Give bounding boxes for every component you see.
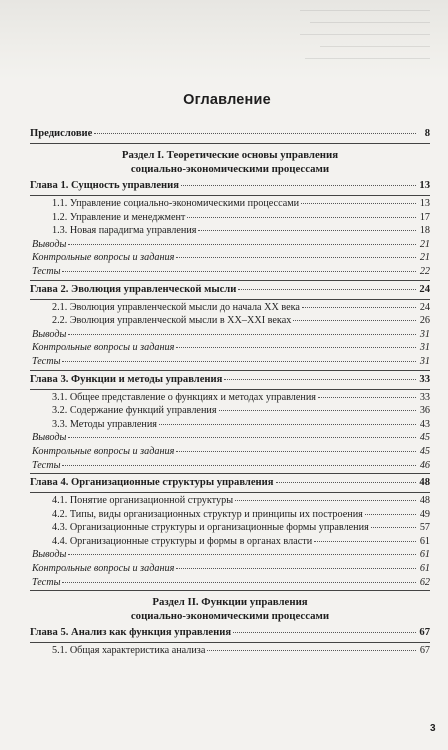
dot-leader — [62, 581, 416, 583]
toc-entry-label: Глава 3. Функции и методы управления — [30, 373, 223, 385]
toc-item[interactable] — [30, 418, 430, 432]
dot-leader — [62, 270, 416, 272]
toc-page-number: 33 — [419, 373, 430, 385]
dot-leader — [176, 346, 416, 348]
toc-item[interactable] — [30, 494, 430, 508]
divider — [30, 473, 430, 474]
dot-leader — [176, 450, 416, 452]
toc-item[interactable] — [30, 508, 430, 522]
dot-leader — [176, 567, 416, 569]
toc-entry-label: 3.1. Общее представление о функциях и методах управления — [52, 391, 316, 403]
toc-item[interactable] — [30, 521, 430, 535]
toc-entry-preface[interactable] — [30, 126, 430, 142]
toc-item[interactable] — [30, 535, 430, 549]
toc-item[interactable] — [30, 251, 430, 265]
section-heading-line: социально-экономическими процессами — [130, 610, 330, 623]
toc-entry-label: 4.3. Организационные структуры и организационные формы управления — [52, 522, 369, 534]
toc-entry-label: 2.1. Эволюция управленческой мысли до начала XX века — [52, 301, 300, 313]
dot-leader — [224, 378, 416, 380]
dot-leader — [365, 513, 416, 515]
toc-entry-label: Глава 4. Организационные структуры управления — [30, 477, 274, 489]
toc-page — [22, 0, 432, 750]
dot-leader — [207, 649, 416, 651]
toc-item[interactable] — [30, 238, 430, 252]
toc-item[interactable] — [30, 576, 430, 590]
toc-page-number: 49 — [419, 508, 430, 520]
dot-leader — [181, 184, 416, 186]
toc-item[interactable] — [30, 211, 430, 225]
dot-leader — [62, 464, 416, 466]
toc-page-number: 48 — [419, 495, 430, 507]
toc-page-number: 31 — [419, 355, 430, 367]
toc-entry-label: Глава 1. Сущность управления — [30, 180, 179, 191]
table-of-contents — [30, 126, 430, 658]
toc-entry-label: Тесты — [32, 576, 61, 588]
toc-entry-label: 4.4. Организационные структуры и формы в органах власти — [52, 535, 313, 547]
toc-item[interactable] — [30, 314, 430, 328]
dot-leader — [371, 526, 416, 528]
section-heading-2 — [30, 595, 430, 623]
toc-page-number: 67 — [419, 627, 430, 639]
toc-entry-label: Контрольные вопросы и задания — [32, 342, 175, 354]
dot-leader — [68, 553, 416, 555]
toc-item[interactable] — [30, 391, 430, 405]
toc-entry-label: 4.2. Типы, виды организационных структур и принципы их построения — [52, 508, 363, 520]
toc-page-number: 57 — [419, 522, 430, 534]
dot-leader — [68, 243, 416, 245]
toc-entry-label: Глава 5. Анализ как функция управления — [30, 627, 232, 639]
toc-entry-label: Выводы — [32, 549, 67, 561]
toc-page-number: 61 — [419, 563, 430, 575]
section-heading-line: Раздел I. Теоретические основы управления — [121, 149, 339, 161]
toc-page-number: 62 — [419, 576, 430, 588]
dot-leader — [293, 319, 416, 321]
dot-leader — [301, 202, 416, 204]
toc-chapter-1[interactable] — [30, 178, 430, 194]
toc-page-number: 21 — [419, 238, 430, 250]
toc-item[interactable] — [30, 548, 430, 562]
dot-leader — [176, 256, 416, 258]
toc-entry-label: 1.1. Управление социально-экономическими процессами — [52, 198, 300, 209]
toc-item[interactable] — [30, 197, 430, 211]
toc-item[interactable] — [30, 328, 430, 342]
toc-entry-label: 2.2. Эволюция управленческой мысли в XX–XXI веках — [52, 315, 292, 327]
dot-leader — [219, 409, 416, 411]
toc-entry-label: Тесты — [32, 459, 61, 471]
toc-entry-label: 4.1. Понятие организационной структуры — [52, 495, 234, 507]
toc-page-number: 45 — [419, 445, 430, 457]
toc-page-number: 31 — [419, 328, 430, 340]
toc-item[interactable] — [30, 459, 430, 473]
toc-page-number: 61 — [419, 549, 430, 561]
dot-leader — [314, 540, 416, 542]
dot-leader — [302, 306, 416, 308]
toc-entry-label: Выводы — [32, 432, 67, 444]
toc-page-number: 31 — [419, 342, 430, 354]
dot-leader — [235, 499, 416, 501]
toc-entry-label: Выводы — [32, 238, 67, 250]
toc-item[interactable] — [30, 404, 430, 418]
section-heading-line: Раздел II. Функции управления — [152, 596, 308, 609]
toc-page-number: 24 — [419, 283, 430, 295]
divider — [30, 195, 430, 196]
dot-leader — [276, 481, 417, 483]
toc-item[interactable] — [30, 445, 430, 459]
toc-item[interactable] — [30, 355, 430, 369]
toc-page-number: 21 — [419, 252, 430, 264]
toc-entry-label: Контрольные вопросы и задания — [32, 563, 175, 575]
toc-page-number: 13 — [419, 198, 430, 209]
dot-leader — [68, 436, 416, 438]
toc-page-number: 48 — [419, 477, 430, 489]
divider — [30, 590, 430, 591]
dot-leader — [318, 396, 416, 398]
divider — [30, 642, 430, 643]
toc-chapter-4[interactable] — [30, 475, 430, 491]
toc-page-number: 61 — [419, 535, 430, 547]
dot-leader — [68, 333, 416, 335]
toc-page-number: 46 — [419, 459, 430, 471]
toc-page-number: 8 — [424, 128, 430, 139]
toc-entry-label: Контрольные вопросы и задания — [32, 252, 175, 264]
toc-chapter-3[interactable] — [30, 372, 430, 388]
toc-item[interactable] — [30, 341, 430, 355]
toc-page-number: 26 — [419, 315, 430, 327]
toc-entry-label: Контрольные вопросы и задания — [32, 445, 175, 457]
dot-leader — [198, 229, 416, 231]
toc-entry-label: Тесты — [32, 265, 61, 277]
divider — [30, 370, 430, 371]
dot-leader — [94, 132, 416, 134]
toc-entry-label: 5.1. Общая характеристика анализа — [52, 645, 206, 657]
toc-page-number: 24 — [419, 301, 430, 313]
toc-page-number: 43 — [419, 418, 430, 430]
divider — [30, 389, 430, 390]
dot-leader — [62, 360, 416, 362]
dot-leader — [159, 423, 416, 425]
section-heading-1 — [30, 148, 430, 176]
toc-page-number: 17 — [419, 211, 430, 223]
toc-entry-label: 3.3. Методы управления — [52, 418, 157, 430]
divider — [30, 280, 430, 281]
toc-entry-label: Глава 2. Эволюция управленческой мысли — [30, 283, 237, 295]
toc-entry-label: 1.3. Новая парадигма управления — [52, 225, 197, 237]
toc-entry-label: Тесты — [32, 355, 61, 367]
divider — [30, 492, 430, 493]
dot-leader — [233, 631, 416, 633]
toc-chapter-5[interactable] — [30, 625, 430, 641]
page-title: Оглавление — [183, 92, 271, 108]
toc-page-number: 36 — [419, 405, 430, 417]
toc-entry-label: 1.2. Управление и менеджмент — [52, 211, 186, 223]
dot-leader — [238, 288, 416, 290]
toc-page-number: 22 — [419, 265, 430, 277]
toc-entry-label: Предисловие — [30, 128, 93, 139]
toc-item[interactable] — [30, 644, 430, 658]
toc-page-number: 67 — [419, 645, 430, 657]
divider — [30, 299, 430, 300]
toc-item[interactable] — [30, 562, 430, 576]
toc-page-number: 33 — [419, 391, 430, 403]
toc-page-number: 45 — [419, 432, 430, 444]
divider — [30, 143, 430, 144]
section-heading-line: социально-экономическими процессами — [130, 163, 330, 175]
toc-item[interactable] — [30, 301, 430, 315]
toc-page-number: 18 — [419, 225, 430, 237]
toc-item[interactable] — [30, 431, 430, 445]
toc-page-number: 13 — [419, 180, 430, 191]
toc-chapter-2[interactable] — [30, 282, 430, 298]
page-number: 3 — [430, 723, 436, 734]
toc-entry-label: 3.2. Содержание функций управления — [52, 405, 217, 417]
toc-entry-label: Выводы — [32, 328, 67, 340]
dot-leader — [187, 216, 416, 218]
toc-item[interactable] — [30, 265, 430, 279]
toc-item[interactable] — [30, 224, 430, 238]
